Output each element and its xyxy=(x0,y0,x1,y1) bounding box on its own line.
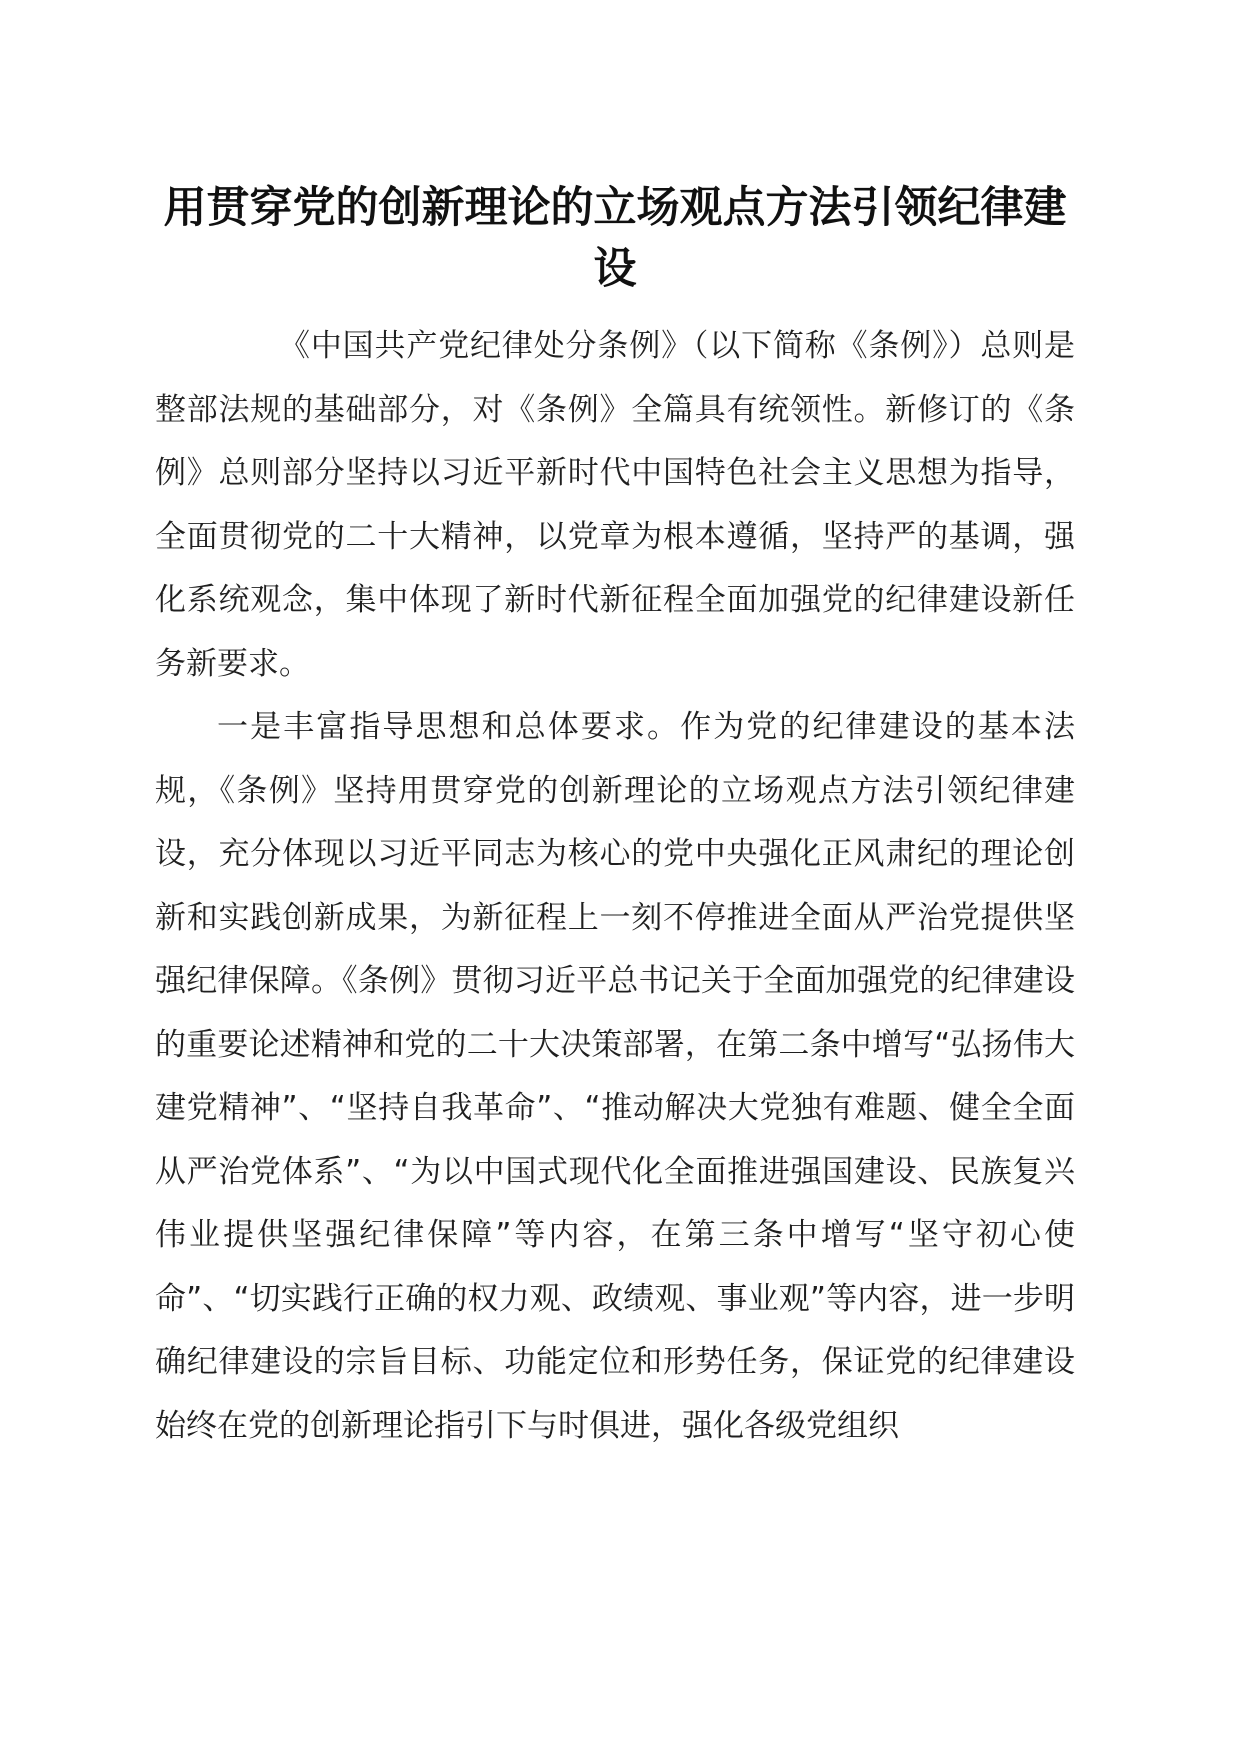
document-title: 用贯穿党的创新理论的立场观点方法引领纪律建设 xyxy=(163,183,1067,294)
paragraph-intro: 《中国共产党纪律处分条例》（以下简称《条例》）总则是整部法规的基础部分，对《条例》全篇具有统领性。新修订的《条例》总则部分坚持以习近平新时代中国特色社会主义思想为指导，全面贯彻党的二十大精神，以党章为根本遵循，坚持严的基调，强化系统观念，集中体现了新时代新征程全面加强党的纪律建设新任务新要求。 xyxy=(155,328,1075,682)
document-text xyxy=(155,315,1075,1458)
paragraph-guiding-thought: 一是丰富指导思想和总体要求。作为党的纪律建设的基本法规，《条例》坚持用贯穿党的创新理论的立场观点方法引领纪律建设，充分体现以习近平同志为核心的党中央强化正风肃纪的理论创新和实践创新成果，为新征程上一刻不停推进全面从严治党提供坚强纪律保障。《条例》贯彻习近平总书记关于全面加强党的纪律建设的重要论述精神和党的二十大决策部署，在第二条中增写“弘扬伟大建党精神”、“坚持自我革命”、“推动解决大党独有难题、健全全面从严治党体系”、“为以中国式现代化全面推进强国建设、民族复兴伟业提供坚强纪律保障”等内容，在第三条中增写“坚守初心使命”、“切实践行正确的权力观、政绩观、事业观”等内容，进一步明确纪律建设的宗旨目标、功能定位和形势任务，保证党的纪律建设始终在党的创新理论指引下与时俱进，强化各级党组织 xyxy=(155,709,1075,1444)
document-body xyxy=(155,178,1075,1458)
